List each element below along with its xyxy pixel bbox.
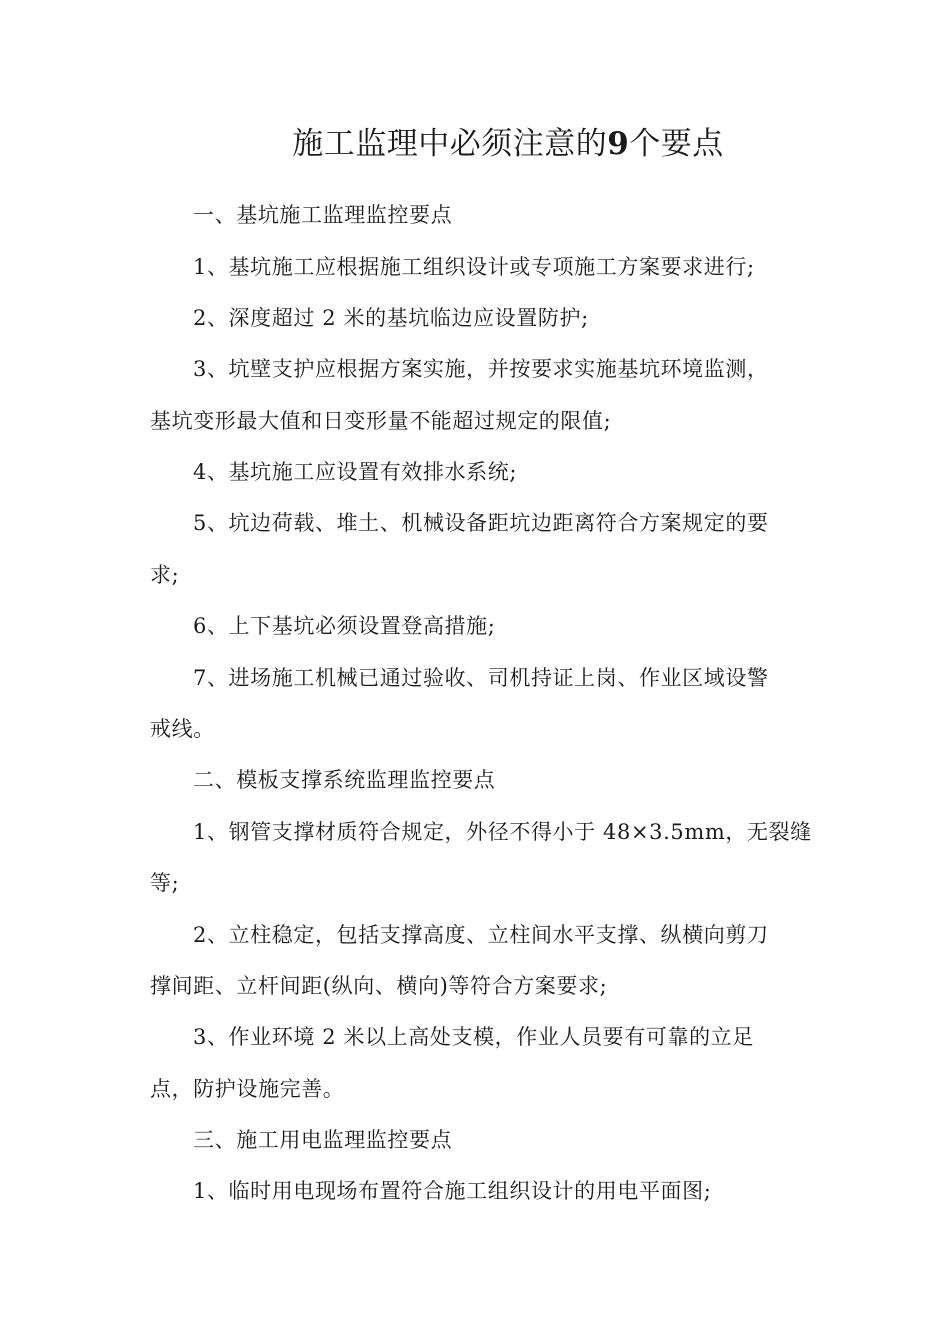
paragraph-line: 4、基坑施工应设置有效排水系统; [193,460,518,484]
paragraph-line: 7、进场施工机械已通过验收、司机持证上岗、作业区域设警 [193,666,769,690]
paragraph-line: 基坑变形最大值和日变形量不能超过规定的限值; [150,409,612,433]
paragraph-line: 3、作业环境 2 米以上高处支模，作业人员要有可靠的立足 [193,1025,754,1049]
title-number: 9 [607,126,630,162]
paragraph-line: 求; [150,563,180,587]
paragraph-line: 1、基坑施工应根据施工组织设计或专项施工方案要求进行; [193,255,755,279]
paragraph-line: 2、深度超过 2 米的基坑临边应设置防护; [193,306,589,330]
paragraph-line: 点，防护设施完善。 [150,1077,345,1101]
paragraph-line: 5、坑边荷载、堆土、机械设备距坑边距离符合方案规定的要 [193,511,769,535]
section-heading-1: 一、基坑施工监理监控要点 [193,203,453,227]
paragraph-line: 3、坑壁支护应根据方案实施，并按要求实施基坑环境监测， [193,357,769,381]
paragraph-line: 戒线。 [150,717,215,741]
paragraph-line: 等; [150,871,180,895]
paragraph-line: 1、钢管支撑材质符合规定，外径不得小于 48×3.5mm，无裂缝 [193,820,812,844]
paragraph-line: 1、临时用电现场布置符合施工组织设计的用电平面图; [193,1179,712,1203]
paragraph-line: 6、上下基坑必须设置登高措施; [193,614,496,638]
paragraph-line: 2、立柱稳定，包括支撑高度、立柱间水平支撑、纵横向剪刀 [193,923,769,947]
title-suffix: 个要点 [629,126,724,162]
title-prefix: 施工监理中必须注意的 [292,126,608,162]
section-heading-3: 三、施工用电监理监控要点 [193,1128,453,1152]
paragraph-line: 撑间距、立杆间距(纵向、横向)等符合方案要求; [150,974,608,998]
document-title [0,122,950,166]
section-heading-2: 二、模板支撑系统监理监控要点 [193,768,496,792]
